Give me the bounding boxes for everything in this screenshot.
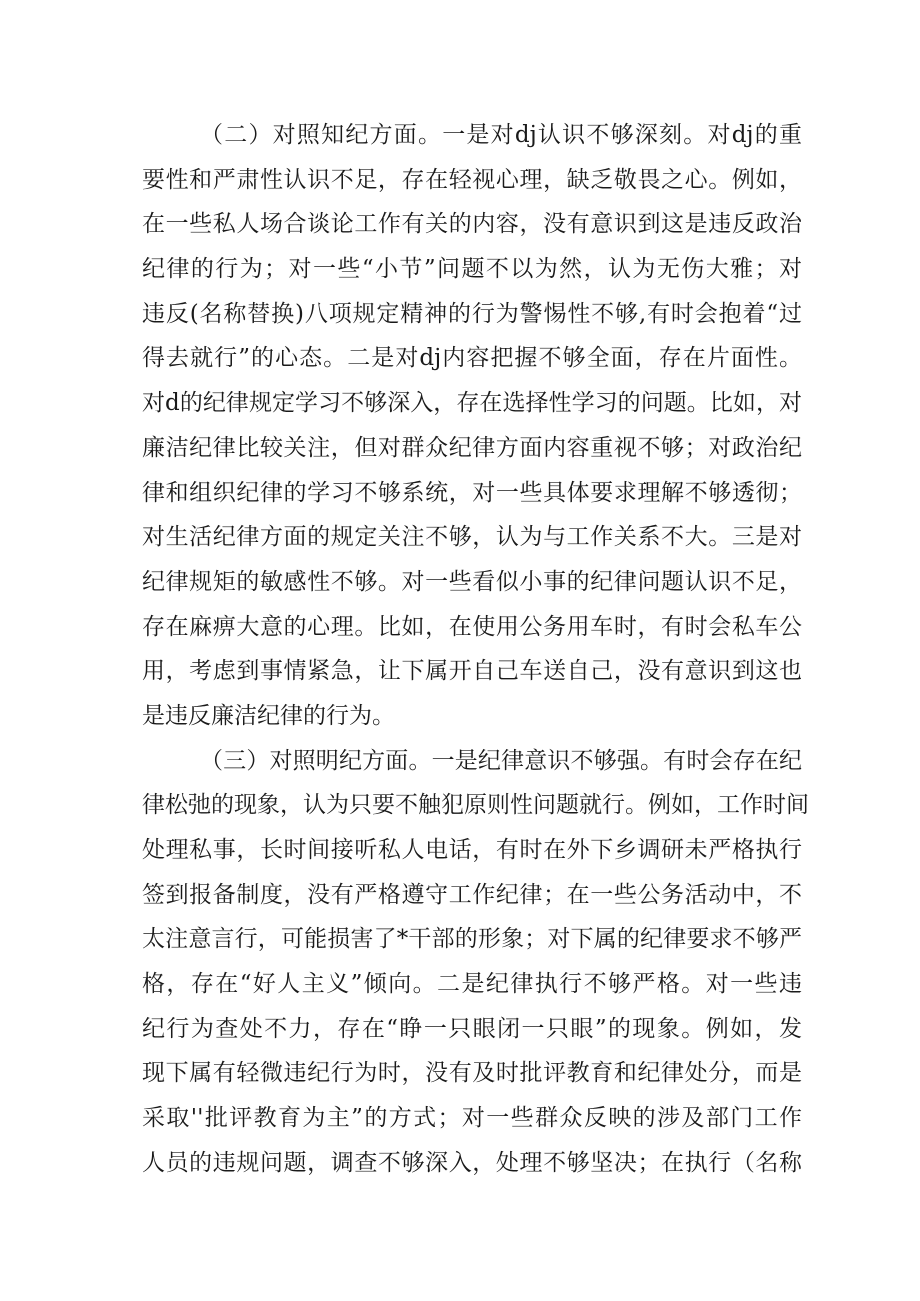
text-line: 签到报备制度，没有严格遵守工作纪律；在一些公务活动中，不 xyxy=(142,881,802,908)
text-line: 现下属有轻微违纪行为时，没有及时批评教育和纪律处分，而是 xyxy=(142,1060,802,1087)
text-line: 对生活纪律方面的规定关注不够，认为与工作关系不大。三是对 xyxy=(142,524,802,551)
text-line: 太注意言行，可能损害了*干部的形象；对下属的纪律要求不够严 xyxy=(142,926,802,953)
text-line: （三）对照明纪方面。一是纪律意识不够强。有时会存在纪 xyxy=(200,747,802,774)
paragraph-section-2 xyxy=(142,113,802,739)
text-line: 格，存在“好人主义”倾向。二是纪律执行不够严格。对一些违 xyxy=(142,971,802,998)
document-body xyxy=(142,113,809,1186)
text-line: 廉洁纪律比较关注，但对群众纪律方面内容重视不够；对政治纪 xyxy=(142,434,802,461)
text-line: 违反(名称替换)八项规定精神的行为警惕性不够,有时会抱着“过 xyxy=(142,300,803,327)
text-line: 律和组织纪律的学习不够系统，对一些具体要求理解不够透彻； xyxy=(142,479,802,506)
text-line: 纪律的行为；对一些“小节”问题不以为然，认为无伤大雅；对 xyxy=(142,256,802,283)
text-line: 律松弛的现象，认为只要不触犯原则性问题就行。例如，工作时间 xyxy=(142,792,809,819)
text-line: 用，考虑到事情紧急，让下属开自己车送自己，没有意识到这也 xyxy=(142,658,802,685)
text-line: 人员的违规问题，调查不够深入，处理不够坚决；在执行（名称 xyxy=(142,1149,802,1176)
text-line: 对d的纪律规定学习不够深入，存在选择性学习的问题。比如，对 xyxy=(142,390,802,417)
text-line: 是违反廉洁纪律的行为。 xyxy=(142,702,395,729)
text-line: 得去就行”的心态。二是对dj内容把握不够全面，存在片面性。 xyxy=(142,345,802,372)
text-line: 在一些私人场合谈论工作有关的内容，没有意识到这是违反政治 xyxy=(142,211,802,238)
text-line: 纪律规矩的敏感性不够。对一些看似小事的纪律问题认识不足， xyxy=(142,568,802,595)
paragraph-section-3 xyxy=(142,739,809,1186)
text-line: 存在麻痹大意的心理。比如，在使用公务用车时，有时会私车公 xyxy=(142,613,802,640)
text-line: 处理私事，长时间接听私人电话，有时在外下乡调研未严格执行 xyxy=(142,837,802,863)
text-line: （二）对照知纪方面。一是对dj认识不够深刻。对dj的重 xyxy=(200,122,802,148)
text-line: 纪行为查处不力，存在“睁一只眼闭一只眼”的现象。例如，发 xyxy=(142,1015,802,1042)
text-line: 采取''批评教育为主”的方式；对一些群众反映的涉及部门工作 xyxy=(142,1105,802,1132)
text-line: 要性和严肃性认识不足，存在轻视心理，缺乏敬畏之心。例如， xyxy=(142,166,802,193)
